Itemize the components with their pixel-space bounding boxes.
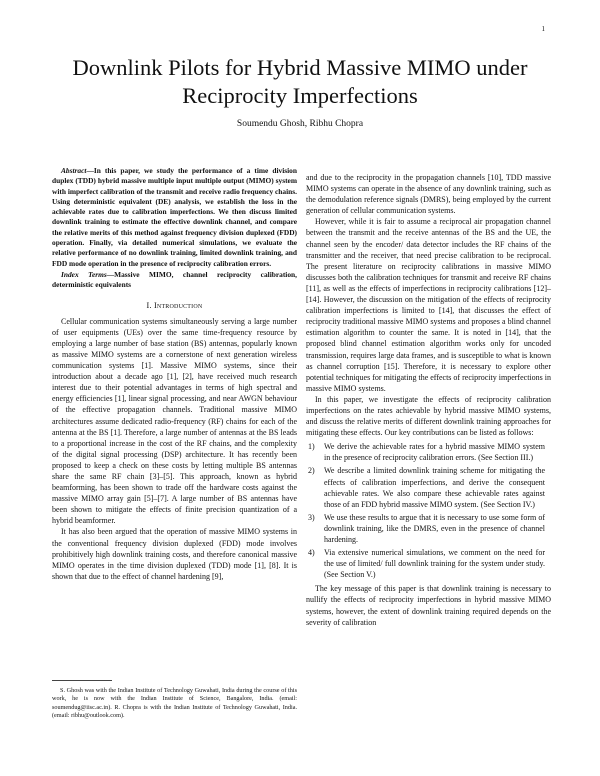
page-number: 1: [541, 25, 545, 33]
paper-title: Downlink Pilots for Hybrid Massive MIMO under Reciprocity Imperfections: [72, 55, 528, 108]
author-list: Soumendu Ghosh, Ribhu Chopra: [236, 119, 364, 129]
abstract: [52, 166, 297, 269]
list-item-text: Via extensive numerical simulations, we comment on the need for the use of limited/ full downlink training for the system under study. (See Section V.): [324, 548, 545, 580]
list-item: [306, 465, 551, 509]
abstract-label: Abstract: [61, 166, 87, 175]
section-number: I.: [146, 300, 152, 310]
section-title: Introduction: [153, 300, 203, 310]
list-item-number: 2): [308, 466, 315, 476]
intro-paragraph-2: It has also been argued that the operation of massive MIMO systems in the conventional frequency division duplexed (FDD) mode involves prohibitively high downlink training costs, and therefore canonical massive MIMO operates in the time division duplexed (TDD) mode [1], [8]. It is shown that due to the effect of channel hardening [9],: [52, 527, 297, 581]
list-item: [306, 441, 551, 463]
right-paragraph-investigation: In this paper, we investigate the effects of reciprocity calibration imperfections on the rates achievable by hybrid massive MIMO systems, and discuss the relative merits of different downlink training approaches for mitigating these effects. Our key contributions can be listed as follows:: [306, 394, 551, 438]
index-terms-text: —Massive MIMO, channel reciprocity calibration, deterministic equivalents: [52, 269, 297, 290]
list-item-number: 4): [308, 548, 315, 558]
abstract-text: —In this paper, we study the performance of a time division duplex (TDD) hybrid massive multiple input multiple output (MIMO) system with imperfect calibration of the transmit and receive radio frequency chains. Using deterministic equivalent (DE) analysis, we establish the loss in the achievable rates due to calibration imperfections. We then discuss limited downlink training to estimate the effective downlink channel, and compare the relative merits of this method against frequency division duplexed (FDD) operation. Finally, via detailed numerical simulations, we evaluate the relative performance of no downlink training, limited downlink training, and FDD mode operation in the presence of reciprocity calibration errors.: [52, 166, 297, 268]
contributions-list: [306, 441, 551, 580]
list-item-number: 1): [308, 442, 315, 452]
right-paragraph-key-message: The key message of this paper is that downlink training is necessary to nullify the effects of reciprocity imperfections in hybrid massive MIMO systems, however, the extent of downlink training required depends on the severity of calibration: [306, 584, 551, 627]
list-item-text: We derive the achievable rates for a hybrid massive MIMO system in the presence of reciprocity calibration errors. (See Section III.): [324, 442, 545, 463]
list-item: [306, 547, 551, 580]
list-item: [306, 512, 551, 545]
index-terms: [52, 270, 297, 291]
list-item-text: We use these results to argue that it is necessary to use some form of downlink training, like the DMRS, even in the presence of channel hardening.: [324, 512, 545, 544]
right-paragraph-continued: and due to the reciprocity in the propagation channels [10], TDD massive MIMO systems can operate in the absence of any downlink training, such as the demodulation reference signals (DMRS), being employed by the current generation of cellular communication systems.: [306, 173, 551, 216]
footnote-divider: [52, 680, 112, 681]
section-heading-introduction: [52, 300, 297, 311]
right-paragraph-reciprocity: However, while it is fair to assume a reciprocal air propagation channel between the transmit and the receive antennas of the BS and the UE, the channel seen by the encoder/ data detector includes the RF chains of the transmitter and the receiver, that need precise calibration to be reciprocal. The present literature on reciprocity calibrations in massive MIMO discusses both the calibration techniques for transmit and receive RF chains [11], as well as the effects of imperfections in reciprocity calibrations [12]–[14]. However, the discussion on the mitigation of the effects of reciprocity calibration imperfections is limited to [14], that discusses the effect of reciprocity traditional massive MIMO systems and proposes a blind channel estimation algorithm to counter the same. It is noted in [14], that the proposed blind channel estimation algorithm works only for uncoded transmission, requires large data frames, and is susceptible to what is known as channel corruption [15]. Therefore, it is necessary to explore other potential techniques for mitigating the effects of reciprocity imperfections in massive MIMO systems.: [306, 217, 551, 393]
list-item-number: 3): [308, 512, 315, 522]
intro-paragraph-1: Cellular communication systems simultaneously serving a large number of user equipments (UEs) over the same time-frequency resource by employing a large number of base station (BS) antennas, popularly known as massive MIMO systems are a cornerstone of next generation wireless communication systems [1]. Massive MIMO systems, since their introduction about a decade ago [1], [2], have received much research interest due to their potential advantages in terms of high spectral and energy efficiencies [1], linear signal processing, and near AWGN behaviour of the effective propagation channels. Traditional massive MIMO architectures assume dedicated radio-frequency (RF) chains for each of the antenna at the BS [1]. Therefore, a large number of antennas at the BS leads to a proportional increase in the cost of the RF chains, and the complexity of the digital signal processing (DSP) architecture. It has recently been proposed to keep a check on these costs by letting multiple BS antennas share the same RF chain [3]–[5]. This approach, known as hybrid beamforming, has been shown to trade off the hardware costs against the massive MIMO array gain [5]–[7]. A large number of BS antennas have been shown to mitigate the effects of finite precision quantization of a hybrid beamformer.: [52, 316, 297, 526]
index-terms-label: Index Terms: [61, 269, 107, 279]
right-column: [306, 172, 551, 628]
list-item-text: We describe a limited downlink training scheme for mitigating the effects of calibration imperfections, and derive the consequent achievable rates. We also compare these achievable rates against those of an FDD hybrid massive MIMO system. (See Section IV.): [324, 466, 545, 509]
left-column: [52, 166, 297, 582]
author-footnote: S. Ghosh was with the Indian Institute of Technology Guwahati, India during the course of this work, he is now with the Indian Institute of Science, Bangalore, India. (email: soumendug@iisc.ac.in). R. Chopra is with the Indian Institute of Technology Guwahati, India. (email: ribhu@outlook.com).: [52, 687, 297, 719]
